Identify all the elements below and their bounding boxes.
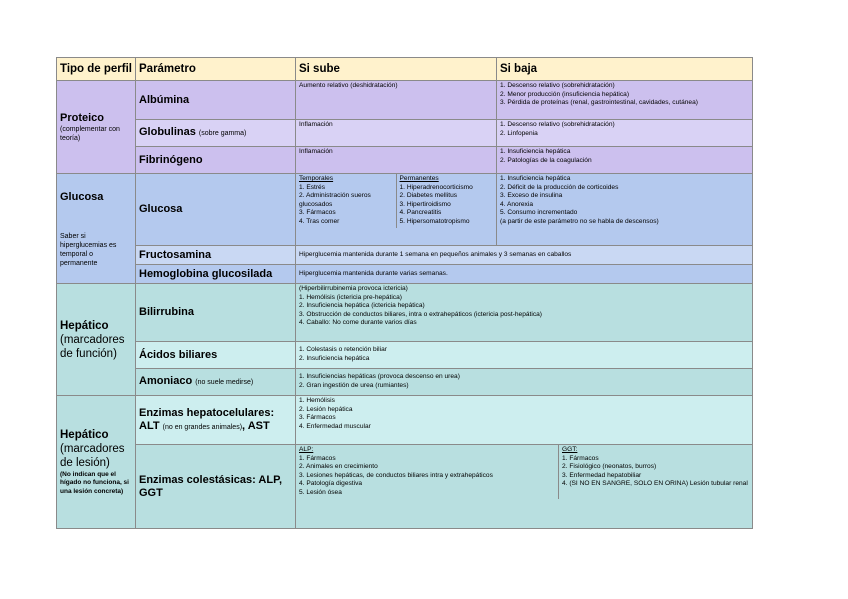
list-item: 4. Anorexia [500,200,533,208]
list-item: 3. Fármacos [299,209,336,217]
row-fibrinogeno [57,147,753,174]
list-item: Inflamación [299,121,333,128]
param-bilirrubina: Bilirrubina [136,284,296,342]
list-item: 1. Fármacos [562,454,599,462]
list-item: 1. Insuficiencias hepáticas (provoca descenso en urea) [299,373,460,381]
list-item: 4. Caballo: No come durante varios días [299,319,417,327]
param-alt-note: (no en grandes animales) [162,423,243,431]
list-item: 4. Enfermedad muscular [299,422,371,430]
profile-hepatico-lesion-title: Hepático [60,428,109,441]
header-si-sube: Si sube [296,58,497,81]
list-item: 3. Hipertiroidismo [399,200,451,208]
list-item: 2. Fisiológico (neonatos, burros) [562,463,657,471]
list-item: 2. Déficit de la producción de corticoides [500,183,619,191]
param-amoniaco-note: (no suele medirse) [195,379,254,386]
list-item: 2. Linfopenia [500,129,538,137]
sube-globulinas [296,120,497,147]
param-albumina: Albúmina [136,81,296,120]
list-item: 1. Estrés [299,183,326,191]
profile-hepatico-funcion-title: Hepático [60,319,109,332]
alp-col [296,445,558,499]
baja-glucosa [497,174,753,246]
list-item: 1. Colestasis o retención biliar [299,346,387,354]
list-item: 4. Tras comer [299,217,340,225]
param-enzimas-hepatocelulares [136,396,296,445]
baja-globulinas [497,120,753,147]
row-albumina [57,81,753,120]
sube-colestasicas [296,445,753,529]
row-acidos-biliares [57,342,753,369]
sube-fibrinogeno [296,147,497,174]
profile-hepatico-funcion [57,284,136,396]
sube-bilirrubina [296,284,753,342]
sube-albumina [296,81,497,120]
param-amoniaco [136,369,296,396]
list-item: Inflamación [299,148,333,155]
alp-title: ALP: [299,446,314,453]
param-hemoglobina-glucosilada: Hemoglobina glucosilada [136,265,296,284]
row-globulinas [57,120,753,147]
temporales-title: Temporales [299,175,334,182]
sube-alt [296,396,753,445]
list-item: 2. Lesión hepática [299,405,353,413]
param-globulinas-note: (sobre gamma) [198,130,247,137]
list-item: 2. Insuficiencia hepática [299,355,370,362]
list-item: 3. Exceso de insulina [500,192,563,200]
ggt-col [558,445,752,499]
header-parametro: Parámetro [136,58,296,81]
param-glucosa: Glucosa [136,174,296,246]
profile-glucosa [57,174,136,284]
row-glucosa [57,174,753,246]
param-globulinas [136,120,296,147]
baja-fibrinogeno [497,147,753,174]
profile-proteico-note: (complementar con teoría) [60,126,120,142]
permanentes-col [396,174,497,228]
list-item: 2. Animales en crecimiento [299,463,378,471]
param-fibrinogeno: Fibrinógeno [136,147,296,174]
list-item: (a partir de este parámetro no se habla de descensos) [500,217,659,225]
list-item: 2. Diabetes mellitus [399,192,458,200]
header-si-baja: Si baja [497,58,753,81]
list-item: 3. Fármacos [299,414,336,422]
list-item: 1. Hiperadrenocorticismo [399,183,473,191]
row-alt [57,396,753,445]
profile-proteico-title: Proteico [60,112,105,124]
sube-glucosa [296,174,497,246]
param-alt-label: Enzimas hepatocelulares: ALT [139,406,275,432]
list-item: (Hiperbilirrubinemia provoca ictericia) [299,285,408,292]
param-fructosamina: Fructosamina [136,246,296,265]
row-fructosamina [57,246,753,265]
param-amoniaco-label: Amoniaco [139,375,193,387]
baja-albumina [497,81,753,120]
header-tipo-de-perfil: Tipo de perfil [57,58,136,81]
list-item: 4. (SI NO EN SANGRE, SOLO EN ORINA) Lesión tubular renal [562,480,748,488]
profile-hepatico-lesion [57,396,136,529]
profile-glucosa-note: Saber si hiperglucemias es temporal o permanente [60,232,117,267]
header-row [57,58,753,81]
list-item: 2. Patologías de la coagulación [500,156,592,164]
profile-hepatico-funcion-subtitle: (marcadores de función) [60,333,125,360]
profile-glucosa-title: Glucosa [60,190,104,203]
list-item: 1. Descenso relativo (sobrehidratación) [500,82,615,89]
ggt-title: GGT: [562,446,578,453]
sube-fructosamina: Hiperglucemia mantenida durante 1 semana en pequeños animales y 3 semanas en caballos [296,246,753,265]
sube-hemoglobina-glucosilada: Hiperglucemia mantenida durante varias semanas. [296,265,753,284]
sube-acidos-biliares [296,342,753,369]
row-hemoglobina [57,265,753,284]
param-enzimas-colestasicas: Enzimas colestásicas: ALP, GGT [136,445,296,529]
list-item: 3. Lesiones hepáticas, de conductos biliares intra y extrahepáticos [299,471,493,479]
list-item: 5. Hipersomatotropismo [399,217,470,225]
list-item: 1. Fármacos [299,454,336,462]
param-alt-end: , AST [242,419,270,432]
list-item: 1. Insuficiencia hepática [500,175,571,182]
list-item: 2. Menor producción (insuficiencia hepática) [500,90,630,98]
list-item: 1. Hemólisis (ictericia pre-hepática) [299,293,402,301]
list-item: 4. Pancreatitis [399,209,442,217]
sube-glucosa-split [296,174,496,228]
permanentes-title: Permanentes [399,175,439,182]
list-item: 3. Enfermedad hepatobiliar [562,471,642,479]
list-item: 3. Pérdida de proteínas (renal, gastrointestinal, cavidades, cutánea) [500,99,698,107]
row-bilirrubina [57,284,753,342]
row-amoniaco [57,369,753,396]
param-acidos-biliares: Ácidos biliares [136,342,296,369]
profile-table [56,57,753,529]
list-item: 3. Obstrucción de conductos biliares, intra o extrahepáticos (ictericia post-hepática) [299,310,542,318]
list-item: 4. Patología digestiva [299,480,363,488]
list-item: 2. Insuficiencia hepática (ictericia hepática) [299,302,425,310]
profile-hepatico-lesion-subtitle: (marcadores de lesión) [60,442,125,469]
list-item: 5. Consumo incrementado [500,209,578,217]
list-item: 2. Administración sueros glucosados [299,192,371,208]
param-globulinas-label: Globulinas [139,126,196,138]
profile-hepatico-lesion-note: (No indican que el hígado no funciona, si una lesión concreta) [60,470,129,495]
profile-proteico [57,81,136,174]
list-item: 1. Hemólisis [299,397,335,404]
sube-amoniaco [296,369,753,396]
list-item: 2. Gran ingestión de urea (rumiantes) [299,382,409,389]
sube-colestasicas-split [296,445,752,499]
row-colestasicas [57,445,753,529]
list-item: 1. Descenso relativo (sobrehidratación) [500,121,615,128]
list-item: Aumento relativo (deshidratación) [299,82,398,89]
list-item: 1. Insuficiencia hepática [500,148,571,155]
temporales-col [296,174,396,228]
list-item: 5. Lesión ósea [299,488,342,496]
